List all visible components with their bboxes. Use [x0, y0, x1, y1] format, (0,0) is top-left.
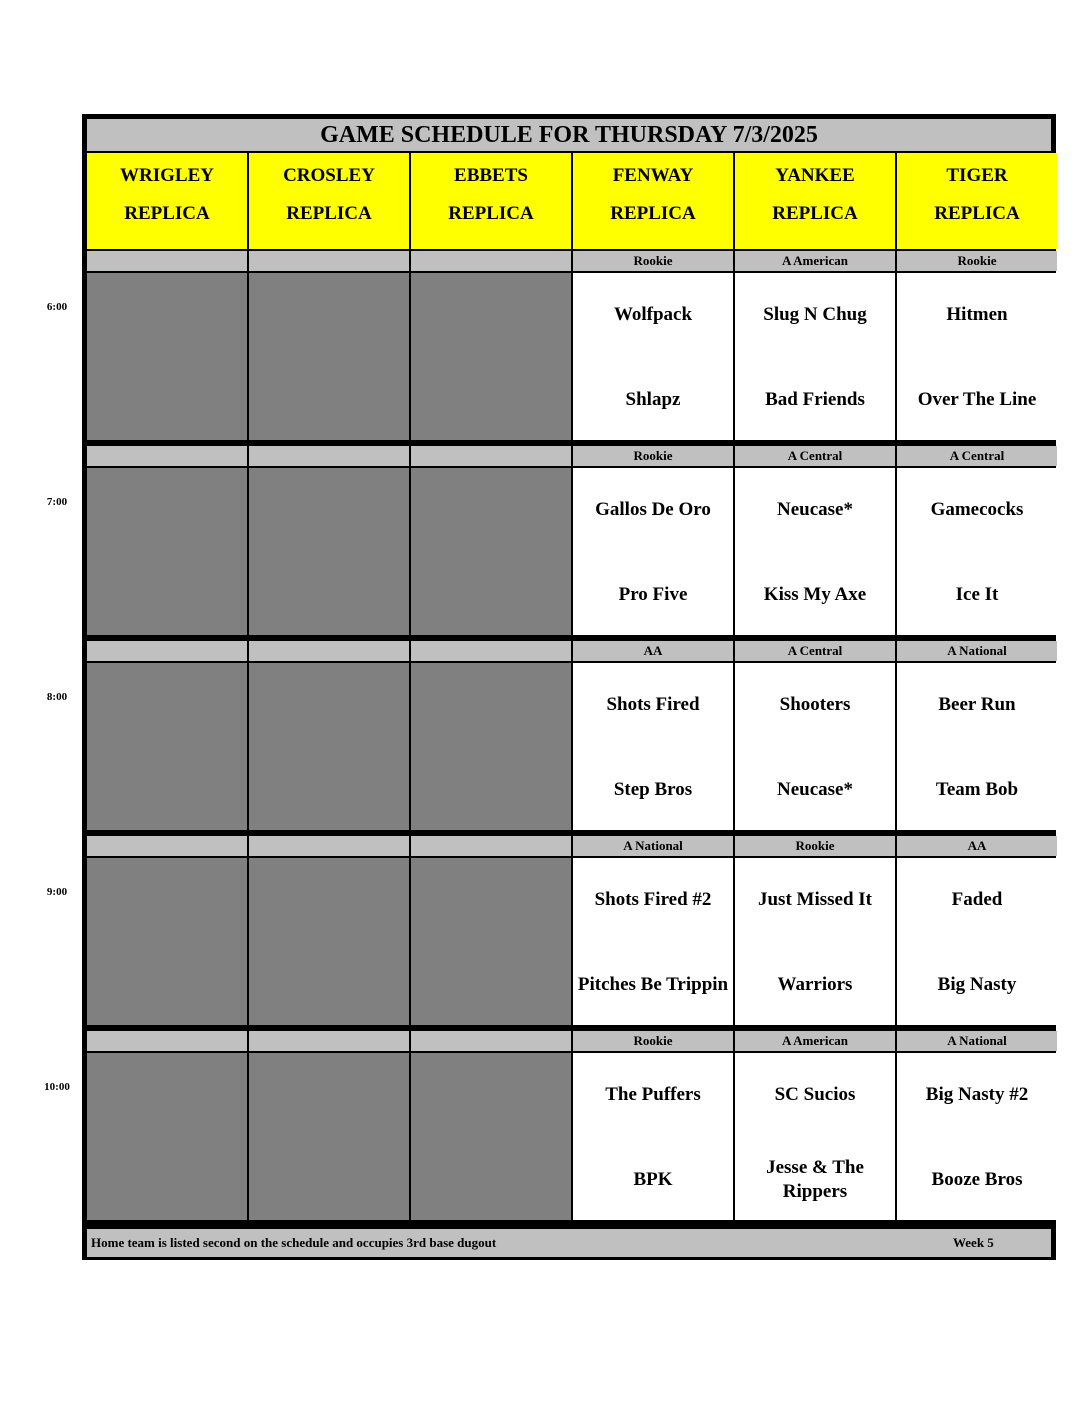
- field-header-wrigley: [87, 153, 247, 249]
- field-header-tiger: [897, 153, 1057, 249]
- field-subtitle: REPLICA: [286, 203, 372, 224]
- field-name: TIGER: [946, 165, 1008, 186]
- game-cell: [897, 1053, 1057, 1220]
- division-label: [411, 446, 571, 466]
- away-team: Slug N Chug: [763, 304, 867, 325]
- game-cell: [573, 1053, 733, 1220]
- division-label: Rookie: [573, 251, 733, 271]
- field-header-fenway: [573, 153, 733, 249]
- division-label: [249, 641, 409, 661]
- game-cell: [735, 858, 895, 1025]
- away-team: Big Nasty #2: [925, 1084, 1029, 1105]
- field-subtitle: REPLICA: [934, 203, 1020, 224]
- game-cell: [573, 858, 733, 1025]
- home-team: Bad Friends: [765, 389, 865, 410]
- home-team: Team Bob: [935, 779, 1019, 800]
- home-team: Warriors: [777, 974, 853, 995]
- unused-field-block: [249, 858, 409, 1025]
- away-team: Shooters: [779, 694, 851, 715]
- game-cell: [573, 663, 733, 830]
- field-subtitle: REPLICA: [124, 203, 210, 224]
- time-label: 9:00: [46, 886, 68, 898]
- division-label: [411, 1031, 571, 1051]
- division-label: [87, 641, 247, 661]
- division-label: [411, 641, 571, 661]
- game-cell: [897, 858, 1057, 1025]
- unused-field-block: [249, 663, 409, 830]
- field-name: YANKEE: [775, 165, 855, 186]
- unused-field-block: [87, 1053, 247, 1220]
- home-team: BPK: [633, 1169, 673, 1190]
- home-team: Pitches Be Trippin: [577, 974, 729, 995]
- game-cell: [897, 663, 1057, 830]
- away-team: Neucase*: [777, 499, 853, 520]
- division-label: A National: [897, 641, 1057, 661]
- field-header-yankee: [735, 153, 895, 249]
- field-name: FENWAY: [612, 165, 694, 186]
- away-team: Faded: [951, 889, 1003, 910]
- division-label: A National: [897, 1031, 1057, 1051]
- week-label: Week 5: [953, 1235, 994, 1250]
- unused-field-block: [249, 1053, 409, 1220]
- schedule-footer: [87, 1229, 1051, 1257]
- away-team: SC Sucios: [774, 1084, 856, 1105]
- field-subtitle: REPLICA: [448, 203, 534, 224]
- game-cell: [735, 273, 895, 440]
- division-label: A National: [573, 836, 733, 856]
- game-cell: [735, 468, 895, 635]
- home-team: Shlapz: [625, 389, 681, 410]
- game-cell: [735, 663, 895, 830]
- away-team: The Puffers: [605, 1084, 701, 1105]
- away-team: Gamecocks: [930, 499, 1024, 520]
- schedule-title: GAME SCHEDULE FOR THURSDAY 7/3/2025: [87, 119, 1051, 151]
- home-team: Over The Line: [917, 389, 1037, 410]
- home-team: Ice It: [955, 584, 999, 605]
- unused-field-block: [87, 663, 247, 830]
- game-cell: [897, 273, 1057, 440]
- division-label: A American: [735, 1031, 895, 1051]
- division-label: Rookie: [573, 446, 733, 466]
- field-header-ebbets: [411, 153, 571, 249]
- away-team: Just Missed It: [757, 889, 872, 910]
- home-team: Booze Bros: [931, 1169, 1023, 1190]
- unused-field-block: [411, 273, 571, 440]
- division-label: [249, 251, 409, 271]
- home-team: Pro Five: [618, 584, 688, 605]
- unused-field-block: [411, 1053, 571, 1220]
- division-label: AA: [573, 641, 733, 661]
- division-label: [249, 836, 409, 856]
- unused-field-block: [411, 663, 571, 830]
- time-label: 6:00: [46, 301, 68, 313]
- time-label: 8:00: [46, 691, 68, 703]
- home-team: Neucase*: [777, 779, 853, 800]
- division-label: Rookie: [897, 251, 1057, 271]
- division-label: Rookie: [573, 1031, 733, 1051]
- unused-field-block: [87, 273, 247, 440]
- division-label: [87, 251, 247, 271]
- time-label: 7:00: [46, 496, 68, 508]
- game-cell: [897, 468, 1057, 635]
- division-label: [87, 446, 247, 466]
- division-label: A American: [735, 251, 895, 271]
- unused-field-block: [249, 273, 409, 440]
- division-label: [87, 836, 247, 856]
- home-team: Step Bros: [613, 779, 693, 800]
- field-name: EBBETS: [454, 165, 528, 186]
- away-team: Shots Fired #2: [594, 889, 712, 910]
- division-label: [411, 251, 571, 271]
- away-team: Wolfpack: [613, 304, 693, 325]
- away-team: Gallos De Oro: [595, 499, 711, 520]
- division-label: A Central: [735, 641, 895, 661]
- field-subtitle: REPLICA: [610, 203, 696, 224]
- time-label: 10:00: [44, 1081, 70, 1093]
- game-cell: [573, 468, 733, 635]
- division-label: [87, 1031, 247, 1051]
- away-team: Beer Run: [938, 694, 1016, 715]
- unused-field-block: [87, 858, 247, 1025]
- home-team: Big Nasty: [937, 974, 1017, 995]
- field-name: CROSLEY: [283, 165, 375, 186]
- division-label: A Central: [897, 446, 1057, 466]
- unused-field-block: [249, 468, 409, 635]
- division-label: Rookie: [735, 836, 895, 856]
- division-label: A Central: [735, 446, 895, 466]
- game-cell: [735, 1053, 895, 1220]
- field-subtitle: REPLICA: [772, 203, 858, 224]
- field-header-crosley: [249, 153, 409, 249]
- home-team: Kiss My Axe: [763, 584, 867, 605]
- home-team: Jesse & The Rippers: [766, 1157, 864, 1202]
- unused-field-block: [411, 468, 571, 635]
- game-cell: [573, 273, 733, 440]
- division-label: [411, 836, 571, 856]
- home-team-note: Home team is listed second on the schedule and occupies 3rd base dugout: [91, 1235, 497, 1250]
- schedule-table: [82, 114, 1056, 1260]
- away-team: Hitmen: [946, 304, 1008, 325]
- unused-field-block: [411, 858, 571, 1025]
- division-label: AA: [897, 836, 1057, 856]
- division-label: [249, 446, 409, 466]
- division-label: [249, 1031, 409, 1051]
- unused-field-block: [87, 468, 247, 635]
- away-team: Shots Fired: [606, 694, 700, 715]
- field-name: WRIGLEY: [120, 165, 214, 186]
